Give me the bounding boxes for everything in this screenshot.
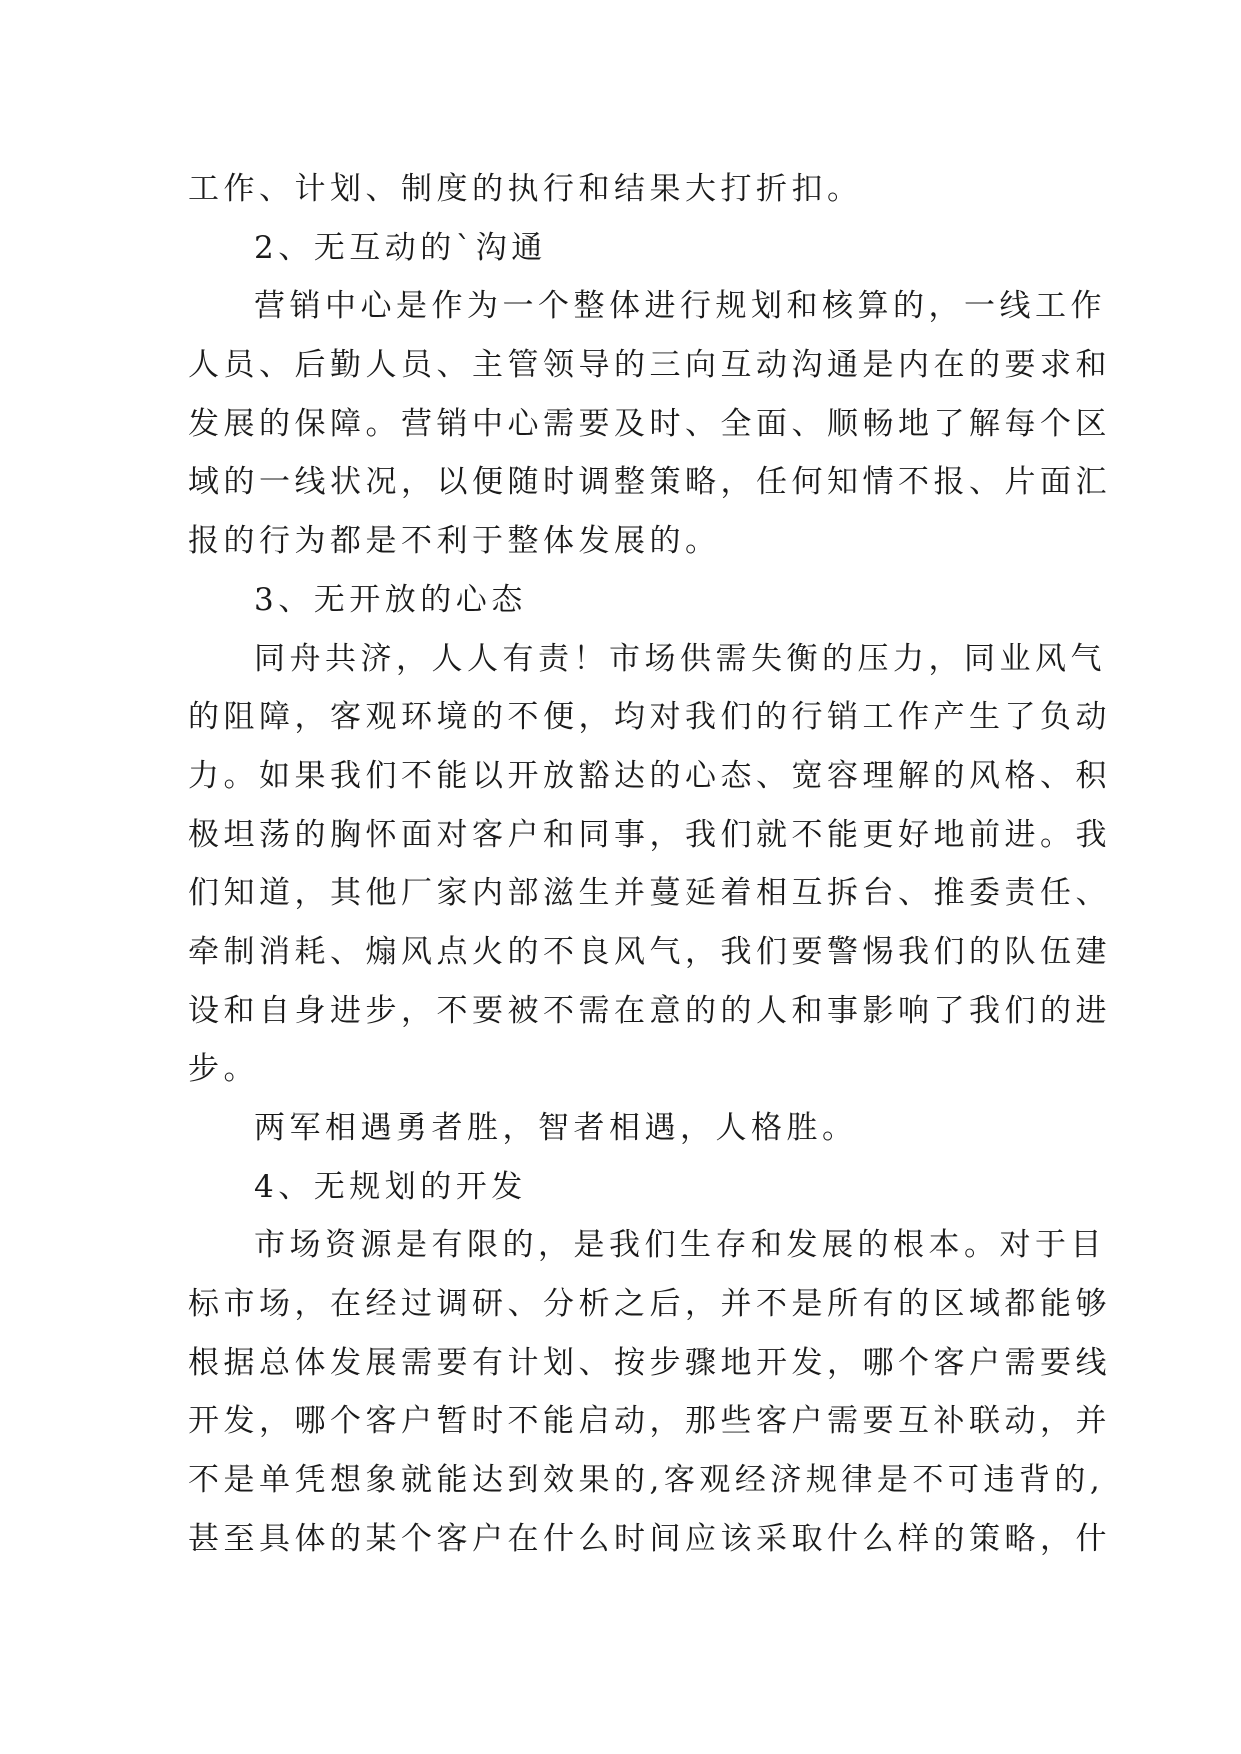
section-heading: 4、无规划的开发 <box>254 1168 527 1205</box>
text-line: 设和自身进步，不要被不需在意的的人和事影响了我们的进 <box>188 992 1111 1029</box>
text-line: 报的行为都是不利于整体发展的。 <box>188 523 721 560</box>
section-heading: 2、无互动的`沟通 <box>254 229 547 266</box>
text-line: 不是单凭想象就能达到效果的,客观经济规律是不可违背的, <box>188 1462 1105 1499</box>
text-line: 同舟共济，人人有责！市场供需失衡的压力，同业风气 <box>254 640 1106 677</box>
text-line: 人员、后勤人员、主管领导的三向互动沟通是内在的要求和 <box>188 347 1111 384</box>
text-line: 两军相遇勇者胜，智者相遇，人格胜。 <box>254 1110 858 1146</box>
text-line: 标市场，在经过调研、分析之后，并不是所有的区域都能够 <box>188 1286 1111 1323</box>
text-line: 的阻障，客观环境的不便，均对我们的行销工作产生了负动 <box>188 699 1111 736</box>
text-line: 甚至具体的某个客户在什么时间应该采取什么样的策略，什 <box>188 1520 1111 1557</box>
text-line: 根据总体发展需要有计划、按步骤地开发，哪个客户需要线 <box>188 1344 1111 1381</box>
text-line: 开发，哪个客户暂时不能启动，那些客户需要互补联动，并 <box>188 1403 1111 1440</box>
text-line: 市场资源是有限的，是我们生存和发展的根本。对于目 <box>254 1227 1106 1264</box>
text-line: 步。 <box>188 1051 259 1088</box>
text-line: 发展的保障。营销中心需要及时、全面、顺畅地了解每个区 <box>188 405 1111 442</box>
text-line: 工作、计划、制度的执行和结果大打折扣。 <box>188 171 863 207</box>
text-line: 们知道，其他厂家内部滋生并蔓延着相互拆台、推委责任、 <box>188 875 1111 912</box>
text-line: 域的一线状况，以便随时调整策略，任何知情不报、片面汇 <box>188 464 1111 501</box>
text-line: 牵制消耗、煽风点火的不良风气，我们要警惕我们的队伍建 <box>188 933 1111 970</box>
text-line: 极坦荡的胸怀面对客户和同事，我们就不能更好地前进。我 <box>188 816 1111 853</box>
document-body <box>188 160 1111 1569</box>
section-heading: 3、无开放的心态 <box>254 581 527 618</box>
text-line: 力。如果我们不能以开放豁达的心态、宽容理解的风格、积 <box>188 757 1111 794</box>
text-line: 营销中心是作为一个整体进行规划和核算的，一线工作 <box>254 288 1106 325</box>
